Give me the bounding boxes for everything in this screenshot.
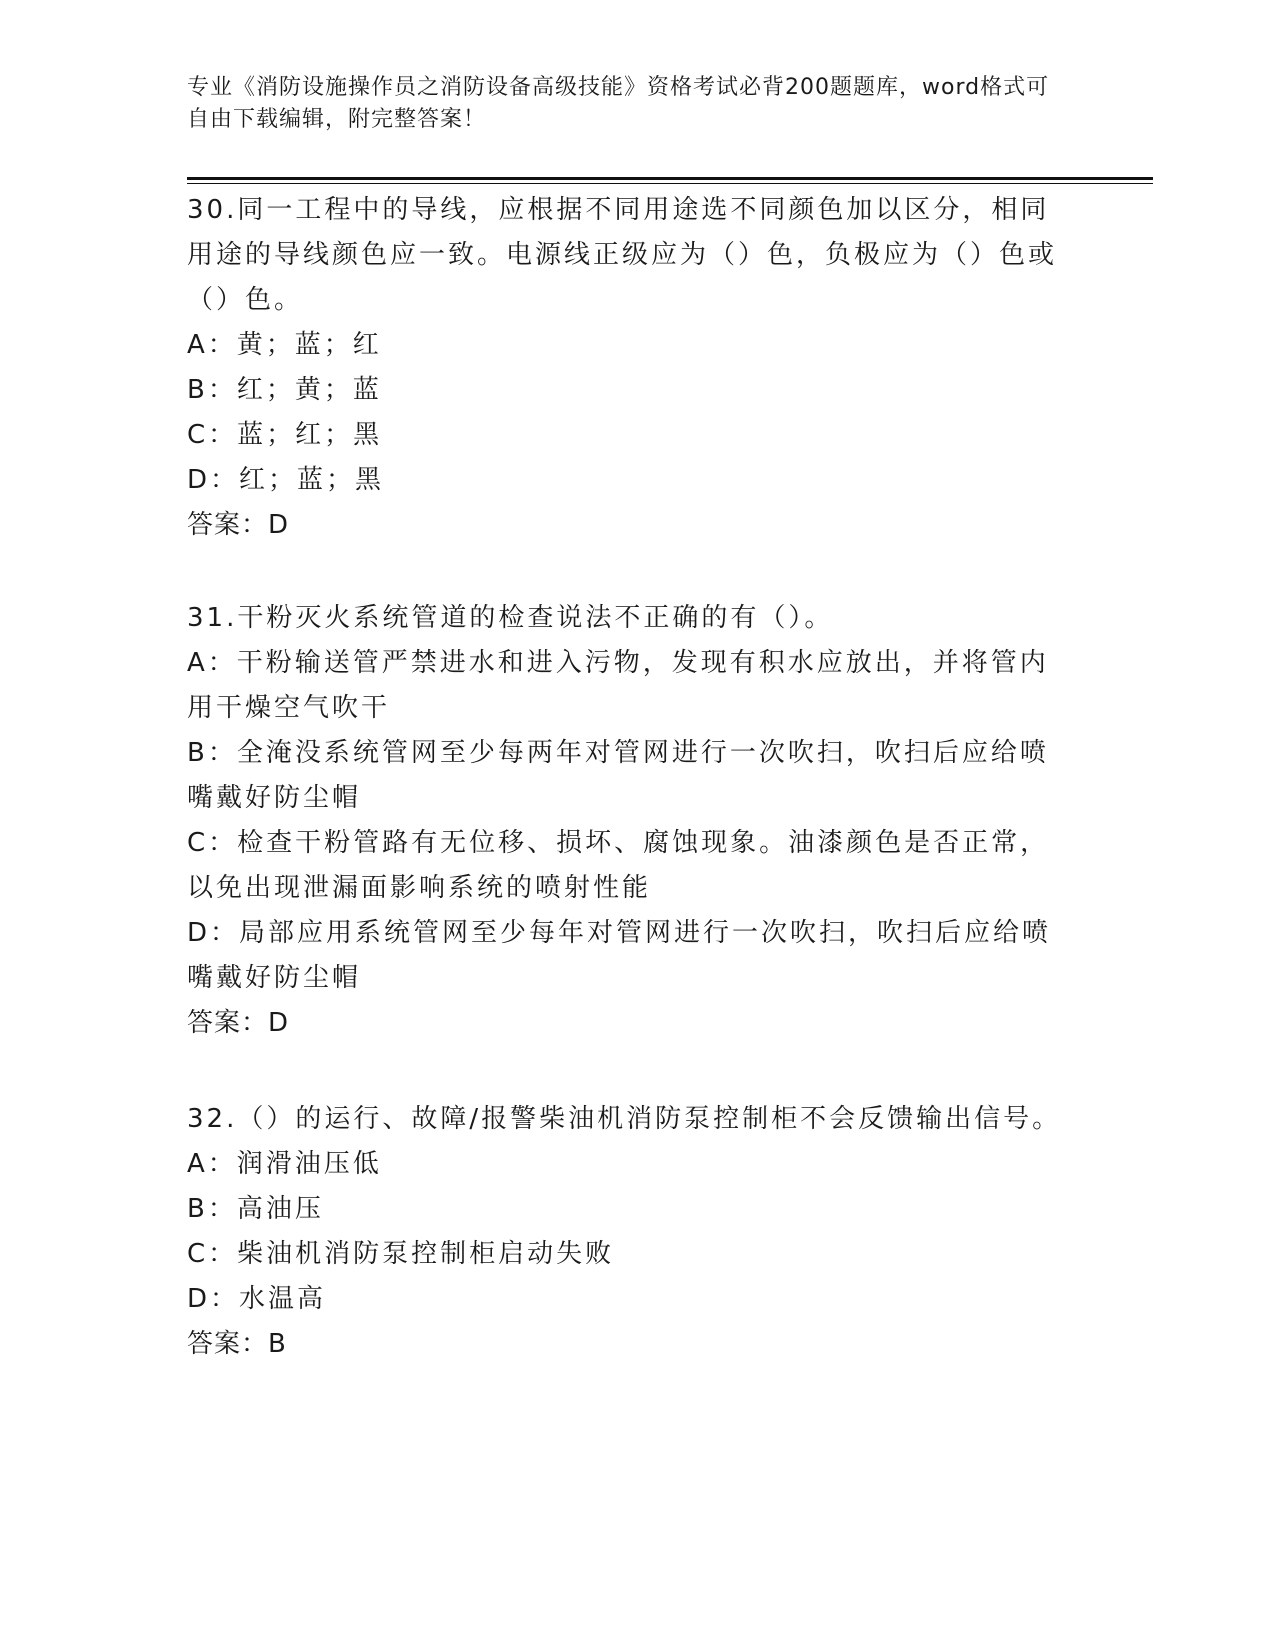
answer-line: 答案：D: [187, 1008, 290, 1038]
question-32: [187, 1097, 1067, 1367]
document-header: 专业《消防设施操作员之消防设备高级技能》资格考试必背200题题库，word格式可自由下载编辑，附完整答案！: [187, 75, 1050, 132]
option-a: A：润滑油压低: [187, 1149, 382, 1179]
question-stem: 30.同一工程中的导线，应根据不同用途选不同颜色加以区分，相同用途的导线颜色应一致。电源线正级应为（）色，负极应为（）色或（）色。: [187, 195, 1058, 315]
option-b: B：高油压: [187, 1194, 324, 1224]
option-a: A：黄；蓝；红: [187, 330, 382, 360]
option-b: B：全淹没系统管网至少每两年对管网进行一次吹扫，吹扫后应给喷嘴戴好防尘帽: [187, 738, 1049, 813]
question-31: [187, 596, 1067, 1046]
answer-line: 答案：D: [187, 510, 290, 540]
option-b: B：红；黄；蓝: [187, 375, 382, 405]
question-stem: 31.干粉灭火系统管道的检查说法不正确的有（）。: [187, 603, 834, 633]
option-d: D：红；蓝；黑: [187, 465, 385, 495]
option-c: C：蓝；红；黑: [187, 420, 383, 450]
option-d: D：局部应用系统管网至少每年对管网进行一次吹扫，吹扫后应给喷嘴戴好防尘帽: [187, 918, 1052, 993]
option-c: C：柴油机消防泵控制柜启动失败: [187, 1239, 615, 1269]
option-c: C：检查干粉管路有无位移、损坏、腐蚀现象。油漆颜色是否正常，以免出现泄漏面影响系统的喷射性能: [187, 828, 1050, 903]
header-divider-thin: [187, 183, 1153, 184]
question-stem: 32.（）的运行、故障/报警柴油机消防泵控制柜不会反馈输出信号。: [187, 1104, 1062, 1134]
option-a: A：干粉输送管严禁进水和进入污物，发现有积水应放出，并将管内用干燥空气吹干: [187, 648, 1049, 723]
header-divider-thick: [187, 177, 1153, 180]
answer-line: 答案：B: [187, 1329, 287, 1359]
option-d: D：水温高: [187, 1284, 327, 1314]
question-30: [187, 188, 1067, 548]
